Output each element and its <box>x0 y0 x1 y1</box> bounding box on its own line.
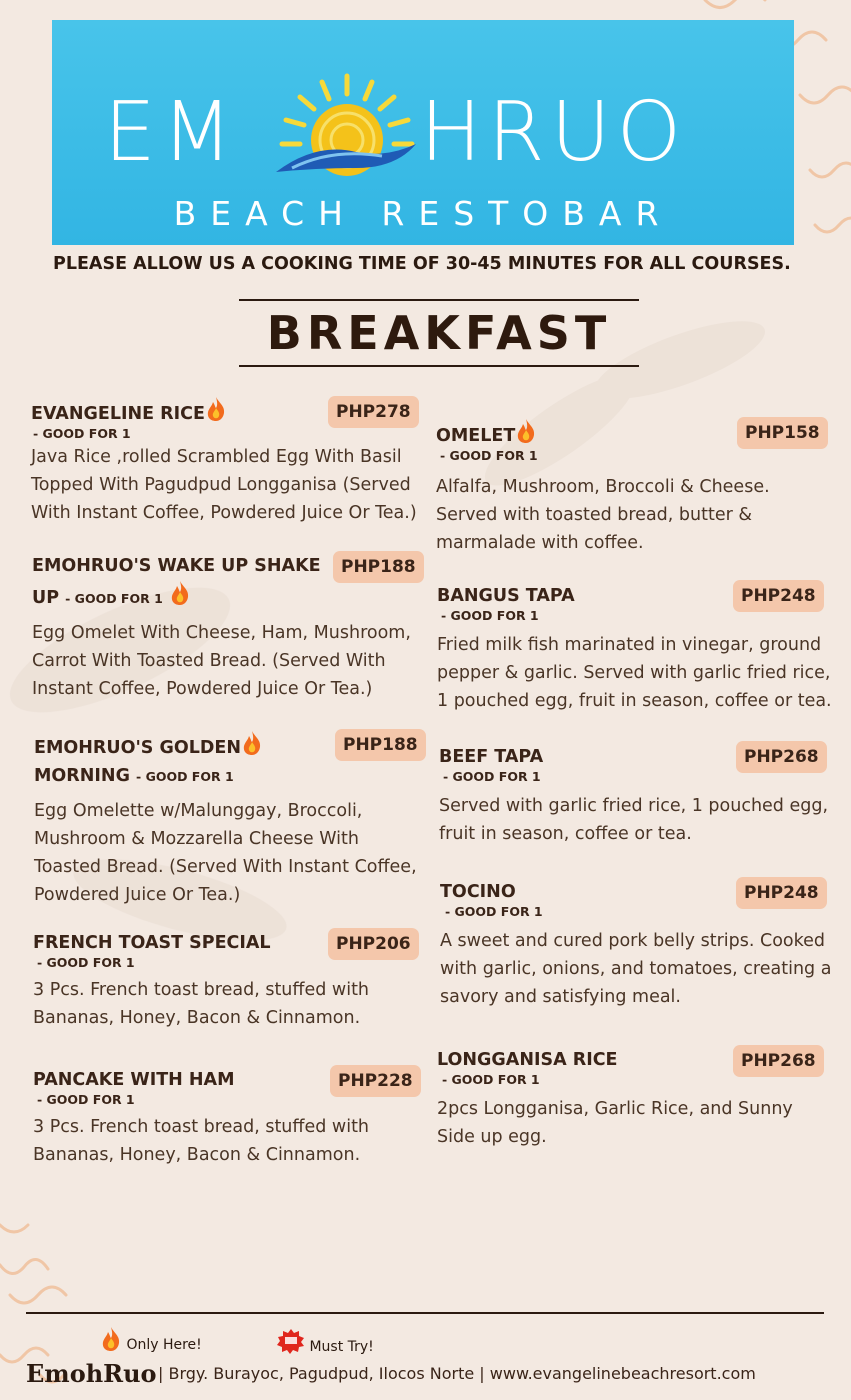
item-desc-line: A sweet and cured pork belly strips. Cooked <box>440 931 825 951</box>
item-desc-line: With Instant Coffee, Powdered Juice Or Tea.) <box>31 503 417 523</box>
logo-text-right: HRUO <box>420 85 688 180</box>
item-desc-line: 3 Pcs. French toast bread, stuffed with <box>33 980 370 1000</box>
legend-must-try <box>277 1328 374 1355</box>
price-badge: PHP268 <box>736 741 827 773</box>
item-desc-line: Egg Omelet With Cheese, Ham, Mushroom, <box>32 623 411 643</box>
price-badge: PHP248 <box>733 580 824 612</box>
item-desc-line: Instant Coffee, Powdered Juice Or Tea.) <box>32 679 373 699</box>
item-desc-line: fruit in season, coffee or tea. <box>439 824 692 844</box>
serving-size: - GOOD FOR 1 <box>65 591 163 606</box>
item-desc-line: Alfalfa, Mushroom, Broccoli & Cheese. <box>436 477 770 497</box>
price-badge: PHP188 <box>333 551 424 583</box>
logo-text-left: EM <box>104 85 239 180</box>
cooking-time-notice: PLEASE ALLOW US A COOKING TIME OF 30-45 MINUTES FOR ALL COURSES. <box>53 254 791 274</box>
item-desc-line: Powdered Juice Or Tea.) <box>34 885 241 905</box>
fire-icon <box>515 418 537 444</box>
title-rule-top <box>239 299 639 301</box>
footer-rule <box>26 1312 824 1314</box>
footer-brand-logo: EmohRuo <box>26 1359 157 1388</box>
price-badge: PHP158 <box>737 417 828 449</box>
section-title: BREAKFAST <box>266 306 612 360</box>
item-name: LONGGANISA RICE <box>437 1050 618 1070</box>
legend-label: Must Try! <box>309 1339 374 1355</box>
serving-size: - GOOD FOR 1 <box>37 955 135 970</box>
item-name: BANGUS TAPA <box>437 586 575 606</box>
item-desc-line: Side up egg. <box>437 1127 547 1147</box>
item-desc-line: Bananas, Honey, Bacon & Cinnamon. <box>33 1008 361 1028</box>
price-badge: PHP228 <box>330 1065 421 1097</box>
must-try-badge-icon <box>277 1328 305 1354</box>
item-desc-line: Egg Omelette w/Malunggay, Broccoli, <box>34 801 363 821</box>
item-desc-line: with garlic, onions, and tomatoes, creating a <box>440 959 832 979</box>
item-desc-line: Java Rice ,rolled Scrambled Egg With Basil <box>31 447 402 467</box>
fire-icon <box>169 580 191 606</box>
item-name: OMELET <box>436 426 516 446</box>
item-name-cont: UP <box>32 588 60 608</box>
serving-size: - GOOD FOR 1 <box>136 769 234 784</box>
item-desc-line: 3 Pcs. French toast bread, stuffed with <box>33 1117 370 1137</box>
price-badge: PHP248 <box>736 877 827 909</box>
item-name-cont: MORNING <box>34 766 130 786</box>
serving-size: - GOOD FOR 1 <box>33 426 131 441</box>
item-name: BEEF TAPA <box>439 747 544 767</box>
item-desc-line: Fried milk fish marinated in vinegar, ground <box>437 635 822 655</box>
item-desc-line: Bananas, Honey, Bacon & Cinnamon. <box>33 1145 361 1165</box>
item-desc-line: Served with garlic fried rice, 1 pouched egg, <box>439 796 829 816</box>
header-banner <box>52 20 794 245</box>
item-desc-line: Topped With Pagudpud Longganisa (Served <box>31 475 411 495</box>
fire-icon <box>241 730 263 756</box>
item-desc-line: 2pcs Longganisa, Garlic Rice, and Sunny <box>437 1099 793 1119</box>
title-rule-bottom <box>239 365 639 367</box>
serving-size: - GOOD FOR 1 <box>441 608 539 623</box>
item-desc-line: Toasted Bread. (Served With Instant Coffee, <box>34 857 417 877</box>
serving-size: - GOOD FOR 1 <box>445 904 543 919</box>
price-badge: PHP278 <box>328 396 419 428</box>
price-badge: PHP188 <box>335 729 426 761</box>
item-desc-line: Mushroom & Mozzarella Cheese With <box>34 829 359 849</box>
item-desc-line: Served with toasted bread, butter & <box>436 505 752 525</box>
serving-size: - GOOD FOR 1 <box>37 1092 135 1107</box>
sun-logo-icon <box>272 72 422 182</box>
banner-subtitle: BEACH RESTOBAR <box>173 194 673 233</box>
item-name: EVANGELINE RICE <box>31 404 205 424</box>
footer-address: | Brgy. Burayoc, Pagudpud, Ilocos Norte | www.evangelinebeachresort.com <box>158 1364 756 1383</box>
item-desc-line: pepper & garlic. Served with garlic fried rice, <box>437 663 831 683</box>
item-name: PANCAKE WITH HAM <box>33 1070 235 1090</box>
price-badge: PHP206 <box>328 928 419 960</box>
item-name: EMOHRUO'S GOLDEN <box>34 738 242 758</box>
legend-label: Only Here! <box>126 1337 202 1353</box>
item-desc-line: Carrot With Toasted Bread. (Served With <box>32 651 386 671</box>
legend-only-here <box>100 1326 202 1353</box>
serving-size: - GOOD FOR 1 <box>442 1072 540 1087</box>
item-name: FRENCH TOAST SPECIAL <box>33 933 271 953</box>
serving-size: - GOOD FOR 1 <box>443 769 541 784</box>
price-badge: PHP268 <box>733 1045 824 1077</box>
fire-icon <box>100 1326 122 1352</box>
item-desc-line: marmalade with coffee. <box>436 533 644 553</box>
item-desc-line: 1 pouched egg, fruit in season, coffee or tea. <box>437 691 832 711</box>
serving-size: - GOOD FOR 1 <box>440 448 538 463</box>
fire-icon <box>205 396 227 422</box>
item-desc-line: savory and satisfying meal. <box>440 987 681 1007</box>
item-name: EMOHRUO'S WAKE UP SHAKE <box>32 556 321 576</box>
item-name: TOCINO <box>440 882 516 902</box>
